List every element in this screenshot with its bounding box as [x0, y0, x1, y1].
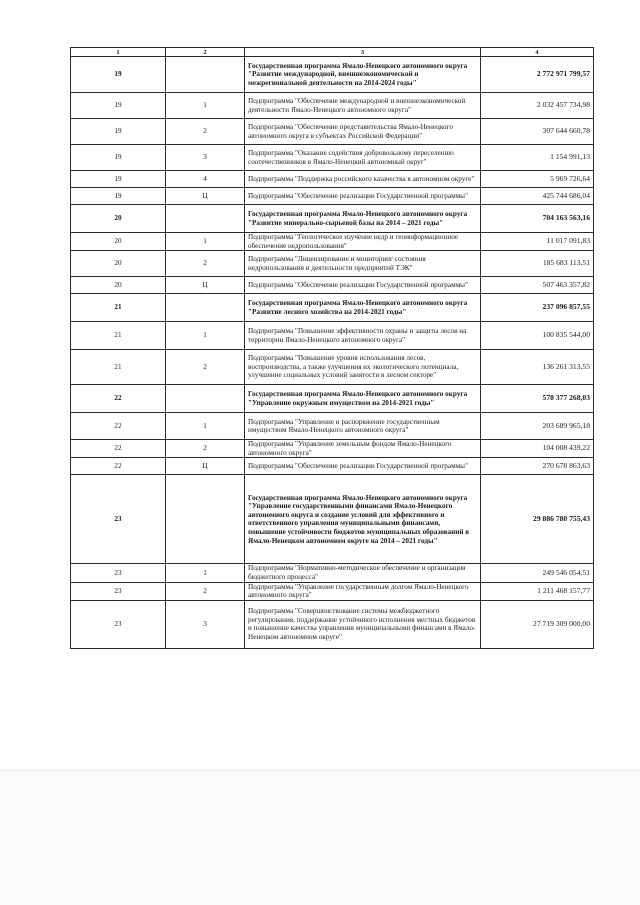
program-number-cell: 22 — [71, 440, 166, 458]
program-number-cell: 22 — [71, 413, 166, 440]
program-number-cell: 19 — [71, 188, 166, 205]
subprogram-number-cell: 2 — [166, 582, 245, 600]
subprogram-number-cell — [166, 57, 245, 93]
program-name-cell: Государственная программа Ямало-Ненецкого автономного округа "Развитие лесного хозяйства на 2014-2021 годы" — [245, 294, 481, 322]
amount-cell: 1 211 468 157,77 — [481, 582, 594, 600]
program-number-cell: 23 — [71, 582, 166, 600]
amount-cell: 29 886 780 755,43 — [481, 475, 594, 564]
program-name-cell: Подпрограмма "Обеспечение международной и внешнеэкономической деятельности Ямало-Ненецкого автономного округа" — [245, 93, 481, 119]
program-number-cell: 22 — [71, 385, 166, 413]
table-body — [71, 57, 594, 649]
program-name-cell: Государственная программа Ямало-Ненецкого автономного округа "Управление государственными финансами Ямало-Ненецкого автономного округа и создание условий для эффективного и ответственного управления муниципальными финансами, повышение устойчивости бюджетов муниципальных образований в Ямало-Ненецком автономном округе на 2014 – 2021 годы" — [245, 475, 481, 564]
subprogram-number-cell — [166, 385, 245, 413]
amount-cell: 11 017 091,83 — [481, 233, 594, 251]
subprogram-row — [71, 582, 594, 600]
program-name-cell: Подпрограмма "Геологическое изучение недр и геоинформационное обеспечение недропользования" — [245, 233, 481, 251]
column-header: 2 — [166, 48, 245, 57]
program-row — [71, 57, 594, 93]
program-number-cell: 23 — [71, 564, 166, 582]
program-name-cell: Государственная программа Ямало-Ненецкого автономного округа "Развитие международной, внешнеэкономической и межрегиональной деятельности на 2014-2024 годы" — [245, 57, 481, 93]
program-number-cell: 22 — [71, 458, 166, 475]
amount-cell: 136 261 313,55 — [481, 350, 594, 385]
program-number-cell: 20 — [71, 205, 166, 233]
program-name-cell: Подпрограмма "Повышение эффективности охраны и защиты лесов на территории Ямало-Ненецкого автономного округа" — [245, 322, 481, 350]
program-number-cell: 23 — [71, 475, 166, 564]
subprogram-number-cell: 1 — [166, 233, 245, 251]
subprogram-row — [71, 564, 594, 582]
program-number-cell: 21 — [71, 350, 166, 385]
program-row — [71, 294, 594, 322]
subprogram-number-cell: 2 — [166, 251, 245, 277]
subprogram-number-cell: Ц — [166, 277, 245, 294]
amount-cell: 203 689 965,18 — [481, 413, 594, 440]
program-row — [71, 205, 594, 233]
program-name-cell: Подпрограмма "Лицензирование и мониторинг состояния недропользования и деятельности предприятий ТЭК" — [245, 251, 481, 277]
amount-cell: 5 969 726,64 — [481, 171, 594, 188]
subprogram-number-cell: 4 — [166, 171, 245, 188]
amount-cell: 425 744 686,04 — [481, 188, 594, 205]
amount-cell: 704 163 563,16 — [481, 205, 594, 233]
subprogram-row — [71, 413, 594, 440]
program-number-cell: 20 — [71, 277, 166, 294]
program-number-cell: 20 — [71, 251, 166, 277]
program-name-cell: Подпрограмма "Оказание содействия добровольному переселению соотечественников в Ямало-Ненецкий автономный округ" — [245, 145, 481, 171]
column-header: 1 — [71, 48, 166, 57]
subprogram-row — [71, 145, 594, 171]
program-name-cell: Подпрограмма "Управление и распоряжение государственным имуществом Ямало-Ненецкого автономного округа" — [245, 413, 481, 440]
subprogram-number-cell — [166, 475, 245, 564]
subprogram-row — [71, 440, 594, 458]
amount-cell: 104 008 439,22 — [481, 440, 594, 458]
subprogram-row — [71, 93, 594, 119]
program-number-cell: 23 — [71, 600, 166, 648]
amount-cell: 27 719 309 000,00 — [481, 600, 594, 648]
subprogram-number-cell: 3 — [166, 145, 245, 171]
subprogram-row — [71, 251, 594, 277]
subprogram-number-cell — [166, 294, 245, 322]
subprogram-row — [71, 171, 594, 188]
program-name-cell: Подпрограмма "Обеспечение реализации Государственной программы" — [245, 458, 481, 475]
subprogram-number-cell: 1 — [166, 322, 245, 350]
program-number-cell: 19 — [71, 57, 166, 93]
subprogram-number-cell: 2 — [166, 119, 245, 145]
subprogram-row — [71, 277, 594, 294]
subprogram-row — [71, 350, 594, 385]
subprogram-number-cell: Ц — [166, 458, 245, 475]
subprogram-row — [71, 233, 594, 251]
amount-cell: 100 835 544,00 — [481, 322, 594, 350]
subprogram-number-cell: 2 — [166, 350, 245, 385]
program-number-cell: 19 — [71, 119, 166, 145]
amount-cell: 1 154 991,13 — [481, 145, 594, 171]
amount-cell: 307 644 660,78 — [481, 119, 594, 145]
subprogram-number-cell: Ц — [166, 188, 245, 205]
program-number-cell: 19 — [71, 171, 166, 188]
program-number-cell: 20 — [71, 233, 166, 251]
subprogram-row — [71, 600, 594, 648]
amount-cell: 237 096 857,55 — [481, 294, 594, 322]
budget-table — [70, 47, 594, 649]
amount-cell: 507 463 357,82 — [481, 277, 594, 294]
program-number-cell: 19 — [71, 145, 166, 171]
subprogram-row — [71, 322, 594, 350]
subprogram-number-cell: 1 — [166, 413, 245, 440]
subprogram-number-cell: 3 — [166, 600, 245, 648]
amount-cell: 2 032 457 734,98 — [481, 93, 594, 119]
program-number-cell: 21 — [71, 322, 166, 350]
subprogram-number-cell: 1 — [166, 93, 245, 119]
subprogram-row — [71, 458, 594, 475]
program-name-cell: Государственная программа Ямало-Ненецкого автономного округа "Управление окружным имуществом на 2014-2021 годы" — [245, 385, 481, 413]
program-name-cell: Государственная программа Ямало-Ненецкого автономного округа "Развитие минерально-сырьевой базы на 2014 – 2021 годы" — [245, 205, 481, 233]
program-name-cell: Подпрограмма "Нормативно-методическое обеспечение и организация бюджетного процесса" — [245, 564, 481, 582]
program-name-cell: Подпрограмма "Управление земельным фондом Ямало-Ненецкого автономного округа" — [245, 440, 481, 458]
program-name-cell: Подпрограмма "Повышение уровня использования лесов, воспроизводства, а также улучшения их экологического потенциала, улучшение социальных условий занятости в лесном секторе" — [245, 350, 481, 385]
program-number-cell: 21 — [71, 294, 166, 322]
amount-cell: 185 683 113,51 — [481, 251, 594, 277]
table-header-row — [71, 48, 594, 57]
column-header: 3 — [245, 48, 481, 57]
amount-cell: 270 678 863,63 — [481, 458, 594, 475]
program-name-cell: Подпрограмма "Обеспечение реализации Государственной программы" — [245, 188, 481, 205]
program-name-cell: Подпрограмма "Совершенствование системы межбюджетного регулирования, поддержание устойчивого исполнения местных бюджетов и повышение качества управления муниципальными финансами в Ямало-Ненецком автономном округе" — [245, 600, 481, 648]
amount-cell: 249 546 054,51 — [481, 564, 594, 582]
amount-cell: 2 772 971 799,57 — [481, 57, 594, 93]
program-name-cell: Подпрограмма "Поддержка российского казачества в автономном округе" — [245, 171, 481, 188]
subprogram-number-cell: 2 — [166, 440, 245, 458]
program-name-cell: Подпрограмма "Управление государственным долгом Ямало-Ненецкого автономного округа" — [245, 582, 481, 600]
subprogram-row — [71, 119, 594, 145]
program-name-cell: Подпрограмма "Обеспечение представительства Ямало-Ненецкого автономного округа в субъектах Российской Федерации" — [245, 119, 481, 145]
subprogram-number-cell — [166, 205, 245, 233]
program-row — [71, 475, 594, 564]
subprogram-number-cell: 1 — [166, 564, 245, 582]
program-name-cell: Подпрограмма "Обеспечение реализации Государственной программы" — [245, 277, 481, 294]
program-row — [71, 385, 594, 413]
program-number-cell: 19 — [71, 93, 166, 119]
subprogram-row — [71, 188, 594, 205]
amount-cell: 578 377 268,03 — [481, 385, 594, 413]
column-header: 4 — [481, 48, 594, 57]
